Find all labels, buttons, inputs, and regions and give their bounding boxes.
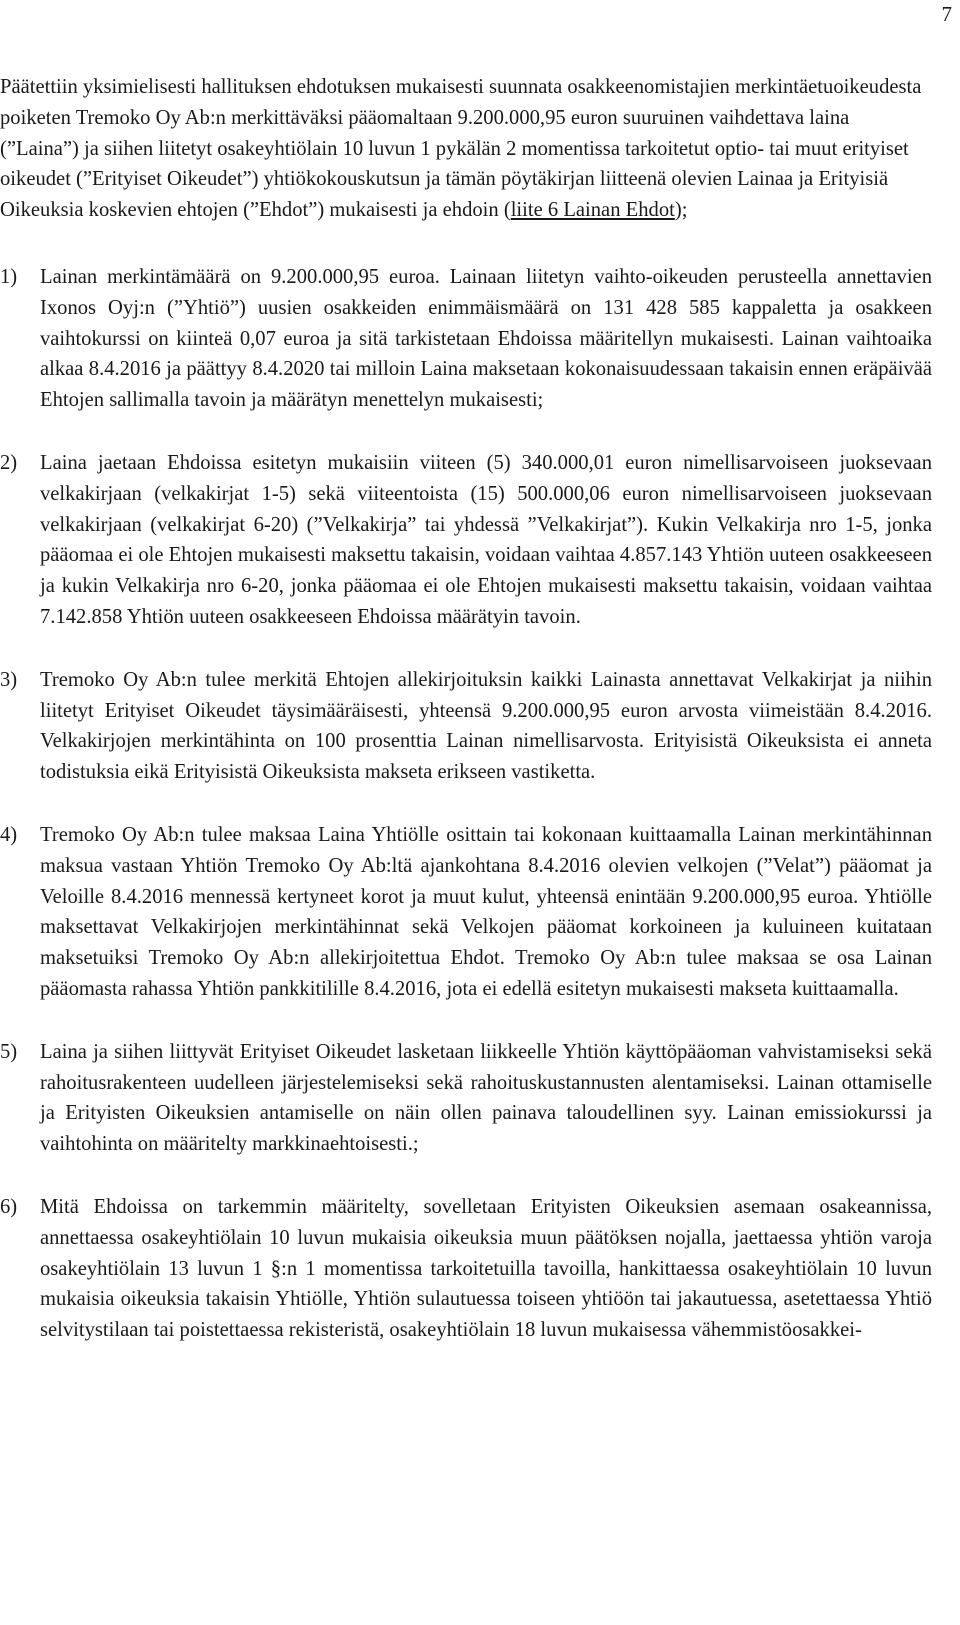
list-item-text: Laina jaetaan Ehdoissa esitetyn mukaisiin viiteen (5) 340.000,01 euron nimellisarvoiseen juoksevaan velkakirjaan (velkakirjat 1-5) sekä viiteentoista (15) 500.000,06 euron nimellisarvoiseen juoksevaan velkakirjaan (velkakirjat 6-20) (”Velkakirja” tai yhdessä ”Velkakirjat”). Kukin Velkakirja nro 1-5, jonka pääomaa ei ole Ehtojen mukaisesti maksettu takaisin, voidaan vaihtaa 4.857.143 Yhtiön uuteen osakkeeseen ja kukin Velkakirja nro 6-20, jonka pääomaa ei ole Ehtojen mukaisesti maksettu takaisin, voidaan vaihtaa 7.142.858 Yhtiön uuteen osakkeeseen Ehdoissa määrätyin tavoin.	[40, 451, 932, 628]
list-item-text: Lainan merkintämäärä on 9.200.000,95 euroa. Lainaan liitetyn vaihto-oikeuden perusteella annettavien Ixonos Oyj:n (”Yhtiö”) uusien osakkeiden enimmäismäärä on 131 428 585 kappaletta ja osakkeen vaihtokurssi on kiinteä 0,07 euroa ja sitä tarkistetaan Ehdoissa määritellyn mukaisesti. Lainan vaihtoaika alkaa 8.4.2016 ja päättyy 8.4.2020 tai milloin Laina maksetaan kokonaisuudessaan takaisin ennen eräpäivää Ehtojen sallimalla tavoin ja määrätyn menettelyn mukaisesti;	[40, 265, 932, 412]
list-item-6	[0, 1192, 932, 1346]
attachment-link[interactable]: liite 6 Lainan Ehdot	[510, 199, 675, 222]
list-item-3	[0, 665, 932, 788]
list-item-text: Laina ja siihen liittyvät Erityiset Oikeudet lasketaan liikkeelle Yhtiön käyttöpääoman vahvistamiseksi sekä rahoitusrakenteen uudelleen järjestelemiseksi sekä rahoituskustannusten alentamiseksi. Lainan ottamiselle ja Erityisten Oikeuksien antamiselle on näin ollen painava taloudellinen syy. Lainan emissiokurssi ja vaihtohinta on määritelty markkinaehtoisesti.;	[40, 1040, 932, 1156]
list-item-number: 6)	[0, 1195, 18, 1218]
page-number: 7	[941, 2, 952, 26]
intro-paragraph	[0, 72, 932, 226]
list-item-number: 5)	[0, 1040, 18, 1063]
list-item-text: Mitä Ehdoissa on tarkemmin määritelty, sovelletaan Erityisten Oikeuksien asemaan osakeannissa, annettaessa osakeyhtiölain 10 luvun mukaisia oikeuksia muun päätöksen nojalla, jaettaessa yhtiön varoja osakeyhtiölain 13 luvun 1 §:n 1 momentissa tarkoitetuilla tavoilla, hankittaessa osakeyhtiölain 10 luvun mukaisia oikeuksia takaisin Yhtiölle, Yhtiön sulautuessa toiseen yhtiöön tai jakautuessa, asetettaessa Yhtiö selvitystilaan tai poistettaessa rekisteristä, osakeyhtiölain 18 luvun mukaisessa vähemmistöosakkei-	[40, 1195, 932, 1342]
list-item-text: Tremoko Oy Ab:n tulee merkitä Ehtojen allekirjoituksin kaikki Lainasta annettavat Velkakirjat ja niihin liitetyt Erityiset Oikeudet täysimääräisesti, yhteensä 9.200.000,95 euron arvosta viimeistään 8.4.2016. Velkakirjojen merkintähinta on 100 prosenttia Lainan nimellisarvosta. Erityisistä Oikeuksista ei anneta todistuksia eikä Erityisistä Oikeuksista makseta erikseen vastiketta.	[40, 668, 932, 784]
list-item-number: 2)	[0, 451, 18, 474]
list-item-5	[0, 1037, 932, 1160]
intro-text: Päätettiin yksimielisesti hallituksen ehdotuksen mukaisesti suunnata osakkeenomistajien merkintäetuoikeudesta poiketen Tremoko Oy Ab:n merkittäväksi pääomaltaan 9.200.000,95 euron suuruinen vaihdettava laina (”Laina”) ja siihen liitetyt osakeyhtiölain 10 luvun 1 pykälän 2 momentissa tarkoitetut optio- tai muut erityiset oikeudet (”Erityiset Oikeudet”) yhtiökokouskutsun ja tämän pöytäkirjan liitteenä olevien Lainaa ja Erityisiä Oikeuksia koskevien ehtojen (”Ehdot”) mukaisesti ja ehdoin (	[0, 76, 922, 222]
list-item-2	[0, 448, 932, 633]
list-item-number: 4)	[0, 823, 18, 846]
document-body	[0, 72, 932, 1378]
list-item-4	[0, 820, 932, 1005]
intro-tail: );	[674, 199, 688, 222]
list-item-text: Tremoko Oy Ab:n tulee maksaa Laina Yhtiölle osittain tai kokonaan kuittaamalla Lainan merkintähinnan maksua vastaan Yhtiön Tremoko Oy Ab:ltä ajankohtana 8.4.2016 olevien velkojen (”Velat”) pääomat ja Veloille 8.4.2016 mennessä kertyneet korot ja muut kulut, yhteensä enintään 9.200.000,95 euroa. Yhtiölle maksettavat Velkakirjojen merkintähinnat sekä Velkojen pääomat korkoineen ja kuluineen kuitataan maksetuiksi Tremoko Oy Ab:n allekirjoitettua Ehdot. Tremoko Oy Ab:n tulee maksaa se osa Lainan pääomasta rahassa Yhtiön pankkitilille 8.4.2016, jota ei edellä esitetyn mukaisesti makseta kuittaamalla.	[40, 823, 932, 1000]
list-item-number: 1)	[0, 265, 18, 288]
list-item-number: 3)	[0, 668, 18, 691]
list-item-1	[0, 262, 932, 416]
